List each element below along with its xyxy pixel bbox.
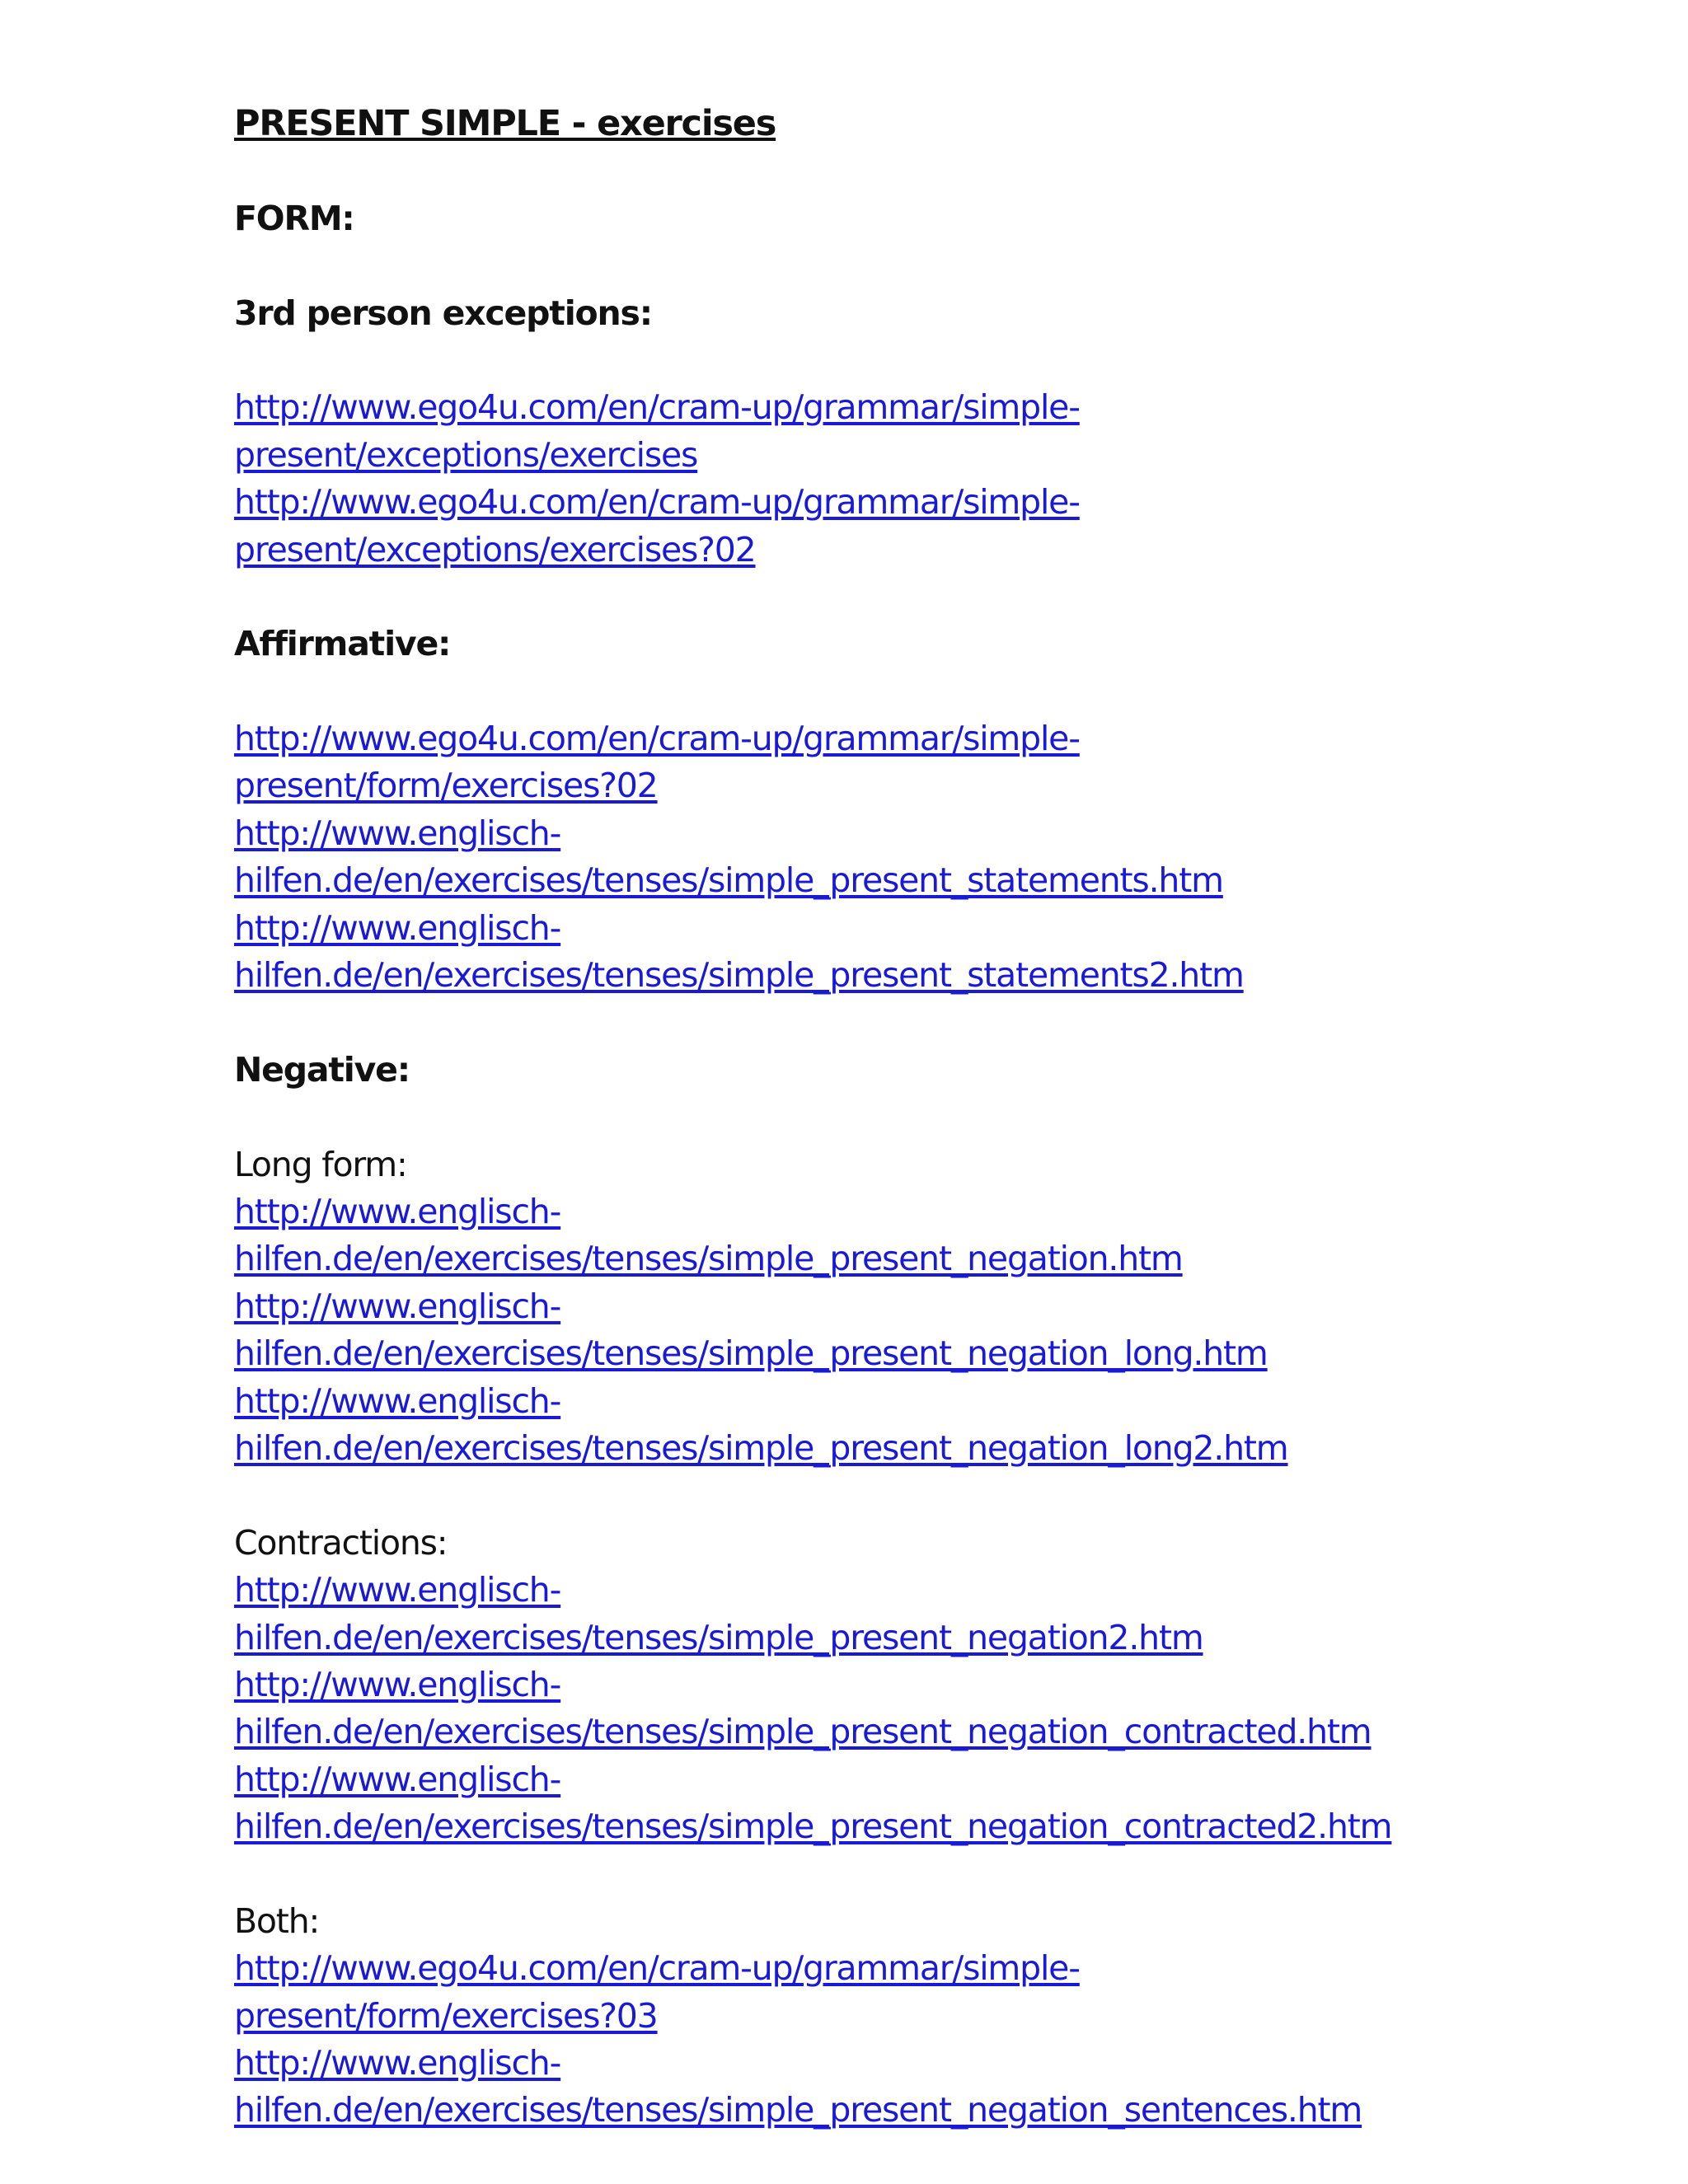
subsection-label-long-form: Long form:: [234, 1144, 407, 1184]
link-affirmative-1[interactable]: [234, 715, 1553, 810]
subsection-label-contractions: Contractions:: [234, 1522, 448, 1563]
link-line[interactable]: http://www.ego4u.com/en/cram-up/grammar/simple-: [234, 1948, 1080, 1989]
link-line[interactable]: hilfen.de/en/exercises/tenses/simple_present_negation_contracted.htm: [234, 1712, 1372, 1752]
link-line[interactable]: hilfen.de/en/exercises/tenses/simple_present_statements.htm: [234, 860, 1223, 901]
link-line[interactable]: hilfen.de/en/exercises/tenses/simple_present_negation_long2.htm: [234, 1427, 1288, 1468]
link-line[interactable]: http://www.englisch-: [234, 1191, 561, 1231]
document-page: [234, 101, 1553, 2135]
link-exceptions-1[interactable]: [234, 384, 1553, 479]
link-contractions-1[interactable]: [234, 1567, 1553, 1661]
link-line[interactable]: hilfen.de/en/exercises/tenses/simple_present_negation.htm: [234, 1239, 1183, 1279]
link-line[interactable]: hilfen.de/en/exercises/tenses/simple_present_statements2.htm: [234, 955, 1244, 996]
link-line[interactable]: present/form/exercises?02: [234, 766, 658, 806]
link-line[interactable]: http://www.ego4u.com/en/cram-up/grammar/simple-: [234, 719, 1080, 759]
section-heading-exceptions: 3rd person exceptions:: [234, 293, 652, 333]
link-line[interactable]: http://www.englisch-: [234, 2043, 561, 2083]
link-both-1[interactable]: [234, 1945, 1553, 2040]
link-line[interactable]: present/exceptions/exercises: [234, 434, 698, 475]
link-long-form-1[interactable]: [234, 1188, 1553, 1283]
link-line[interactable]: http://www.ego4u.com/en/cram-up/grammar/simple-: [234, 387, 1080, 428]
subsection-label-both: Both:: [234, 1900, 320, 1941]
link-both-2[interactable]: [234, 2040, 1553, 2135]
link-line[interactable]: hilfen.de/en/exercises/tenses/simple_present_negation_long.htm: [234, 1333, 1268, 1374]
link-line[interactable]: http://www.englisch-: [234, 1759, 561, 1799]
link-line[interactable]: http://www.englisch-: [234, 1664, 561, 1704]
link-line[interactable]: http://www.englisch-: [234, 813, 561, 853]
section-heading-negative: Negative:: [234, 1049, 410, 1090]
link-line[interactable]: http://www.ego4u.com/en/cram-up/grammar/simple-: [234, 482, 1080, 523]
link-contractions-3[interactable]: [234, 1756, 1553, 1851]
form-heading: FORM:: [234, 198, 354, 238]
link-line[interactable]: http://www.englisch-: [234, 1380, 561, 1421]
link-contractions-2[interactable]: [234, 1661, 1553, 1756]
link-line[interactable]: present/form/exercises?03: [234, 1995, 658, 2036]
link-line[interactable]: present/exceptions/exercises?02: [234, 529, 756, 569]
link-line[interactable]: http://www.englisch-: [234, 907, 561, 948]
section-heading-affirmative: Affirmative:: [234, 624, 451, 664]
link-affirmative-2[interactable]: [234, 810, 1553, 905]
link-line[interactable]: http://www.englisch-: [234, 1570, 561, 1610]
link-long-form-2[interactable]: [234, 1283, 1553, 1378]
link-exceptions-2[interactable]: [234, 479, 1553, 574]
page-title: PRESENT SIMPLE - exercises: [234, 103, 776, 144]
link-line[interactable]: hilfen.de/en/exercises/tenses/simple_present_negation_sentences.htm: [234, 2090, 1362, 2130]
link-line[interactable]: http://www.englisch-: [234, 1286, 561, 1326]
link-line[interactable]: hilfen.de/en/exercises/tenses/simple_present_negation2.htm: [234, 1617, 1203, 1657]
link-long-form-3[interactable]: [234, 1378, 1553, 1473]
link-line[interactable]: hilfen.de/en/exercises/tenses/simple_present_negation_contracted2.htm: [234, 1807, 1392, 1847]
link-affirmative-3[interactable]: [234, 905, 1553, 1000]
